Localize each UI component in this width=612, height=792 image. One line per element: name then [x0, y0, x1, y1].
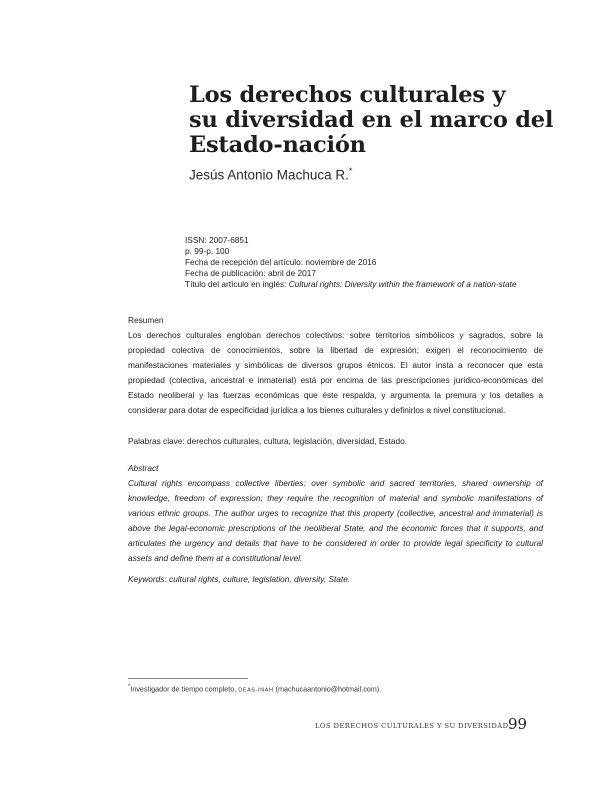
article-metadata — [185, 235, 585, 290]
footnote-email: (machucaantonio@hotmail.com). — [275, 684, 382, 694]
keywords-label: Keywords: — [128, 574, 167, 584]
footnote — [128, 684, 381, 693]
article-title — [189, 83, 589, 158]
author-name — [189, 166, 352, 183]
page-number: 99 — [508, 715, 528, 733]
page-range: p. 99-p. 100 — [185, 246, 230, 257]
english-title: Cultural rights: Diversity within the framework of a nation-state — [288, 279, 517, 290]
footnote-institution: DEAS-INAH — [238, 687, 274, 694]
english-title-label: Título del artículo en inglés: — [185, 279, 287, 290]
english-title-line — [185, 279, 585, 290]
abstract-heading: Abstract — [128, 463, 159, 473]
keywords-text: cultural rights, culture, legislation, diversity, State. — [169, 574, 351, 584]
abstract-text: Cultural rights encompass collective liberties: over symbolic and sacred territories, shared ownership of knowledge, freedom of expression; they require the recognition of material and symbolic manifestations of various ethnic groups. The author urges to recognize that this property (collective, ancestral and immaterial) is above the legal-economic prescriptions of the neoliberal State, and the economic forces that it supports, and articulates the urgency and details that have to be considered in order to provide legal specificity to cultural assets and define them at a constitutional level. — [128, 478, 543, 563]
article-title-line: Estado-nación — [189, 132, 366, 158]
received-date: Fecha de recepción del artículo: noviembre de 2016 — [185, 257, 377, 268]
footnote-prefix: Investigador de tiempo completo, — [130, 684, 237, 694]
palabras-clave-label: Palabras clave: — [128, 436, 185, 446]
resumen-section — [128, 313, 543, 418]
author-footnote-mark: * — [348, 166, 353, 176]
abstract-section — [128, 461, 543, 566]
resumen-heading: Resumen — [128, 315, 164, 325]
running-head: LOS DERECHOS CULTURALES Y SU DIVERSIDAD… — [315, 722, 516, 730]
author-name-text: Jesús Antonio Machuca R. — [189, 167, 349, 183]
published-date: Fecha de publicación: abril de 2017 — [185, 268, 316, 279]
palabras-clave — [128, 434, 543, 449]
article-title-line: Los derechos culturales y — [189, 82, 506, 108]
keywords — [128, 572, 543, 587]
issn: ISSN: 2007-6851 — [185, 235, 249, 245]
footnote-mark: * — [128, 684, 131, 690]
resumen-text: Los derechos culturales engloban derechos colectivos: sobre territorios simbólicos y sagrados, sobre la propiedad colectiva de conocimientos, sobre la libertad de expresión; exigen el reconocimiento de manifestaciones materiales y simbólicas de diversos grupos étnicos. El autor insta a reconocer que esta propiedad (colectiva, ancestral e inmaterial) está por encima de las prescripciones jurídico-económicas del Estado neoliberal y las fuerzas económicas que éste respalda, y argumenta la premura y los detalles a considerar para dotar de especificidad jurídica a los bienes culturales y definirlos a nivel constitucional. — [128, 330, 543, 415]
article-title-line: su diversidad en el marco del — [189, 107, 554, 133]
palabras-clave-text: derechos culturales, cultura, legislación, diversidad, Estado. — [187, 436, 408, 446]
footnote-divider — [128, 678, 248, 679]
